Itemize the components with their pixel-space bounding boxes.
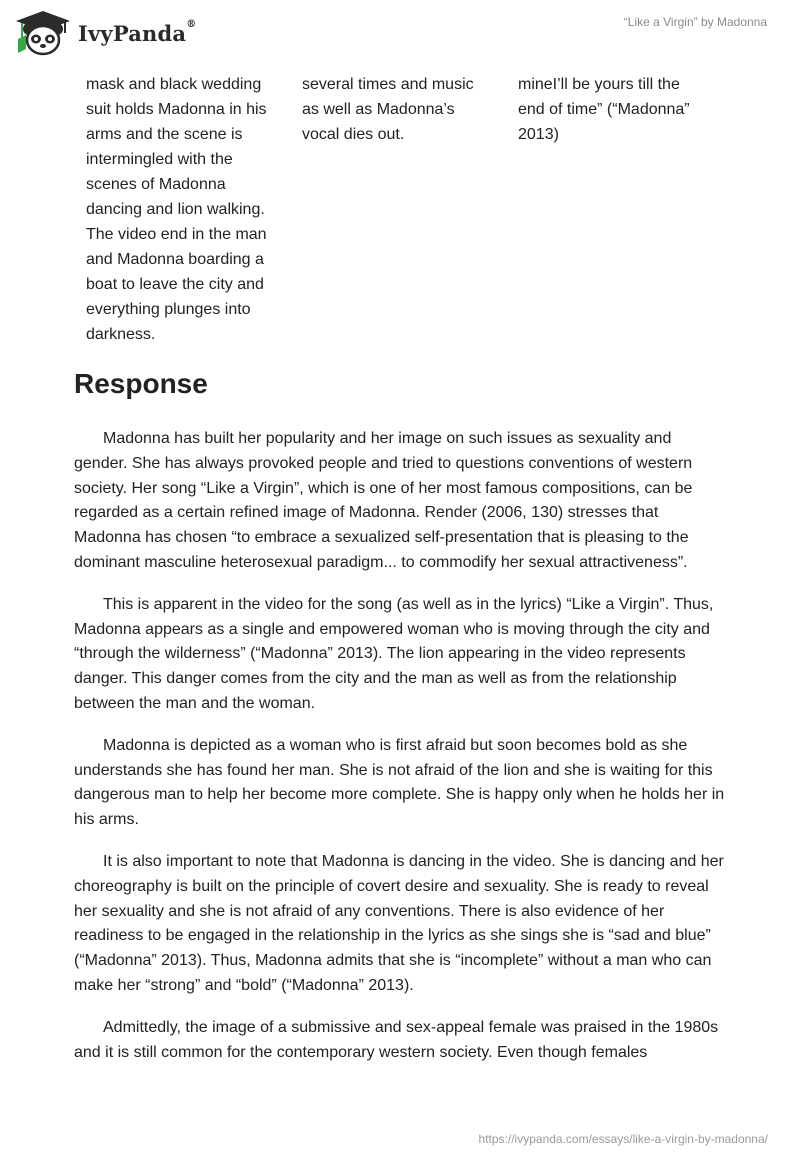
paragraph: It is also important to note that Madonna is dancing in the video. She is dancing and her choreography is built on the principle of covert desire and sexuality. She is ready to reveal her sexuality and she is not afraid of any conventions. There is also evidence of her readiness to be engaged in the relationship in the lyrics as she sings she is “sad and blue” (“Madonna” 2013). Thus, Madonna admits that she is “incomplete” without a man who can make her “strong” and “bold” (“Madonna” 2013). (74, 852, 724, 994)
table-column (518, 72, 728, 347)
paragraph: This is apparent in the video for the song (as well as in the lyrics) “Like a Virgin”. Thus, Madonna appears as a single and empowered woman who is moving through the city and “through the wilderness” (“Madonna” 2013). The lion appearing in the video represents danger. This danger comes from the city and the man as well as from the relationship between the man and the woman. (74, 595, 714, 712)
logo-wordmark: IvyPanda® (78, 18, 197, 46)
page-header (0, 0, 800, 72)
essay-body (74, 427, 726, 1082)
panda-logo-icon (14, 9, 72, 57)
paragraph: Madonna has built her popularity and her image on such issues as sexuality and gender. She has always provoked people and tried to questions conventions of western society. Her song “Like a Virgin”, which is one of her most famous compositions, can be regarded as a certain refined image of Madonna. Render (2006, 130) stresses that Madonna has chosen “to embrace a sexualized self-presentation that is pleasing to the dominant masculine heterosexual paradigm... to commodify her sexual attractiveness”. (74, 430, 693, 571)
table-cell: mineI’ll be yours till the end of time” (“Madonna” 2013) (518, 76, 690, 143)
paragraph: Madonna is depicted as a woman who is first afraid but soon becomes bold as she understands she has found her man. She is not afraid of the lion and she is waiting for this dangerous man to help her become more complete. She is happy only when he holds her in his arms. (74, 736, 725, 829)
running-title: “Like a Virgin” by Madonna (623, 15, 767, 29)
continued-table (86, 72, 746, 347)
paragraph: Admittedly, the image of a submissive and sex-appeal female was praised in the 1980s and it is still common for the contemporary western society. Even though females (74, 1018, 719, 1061)
table-cell: several times and music as well as Madonna’s vocal dies out. (302, 76, 474, 143)
section-heading: Response (74, 368, 208, 399)
footer-url[interactable]: https://ivypanda.com/essays/like-a-virgin-by-madonna/ (478, 1132, 768, 1146)
table-column (86, 72, 302, 347)
table-column (302, 72, 518, 347)
table-cell: mask and black wedding suit holds Madonna in his arms and the scene is intermingled with the scenes of Madonna dancing and lion walking. The video end in the man and Madonna boarding a boat to leave the city and everything plunges into darkness. (86, 76, 267, 343)
site-logo[interactable] (14, 8, 196, 58)
